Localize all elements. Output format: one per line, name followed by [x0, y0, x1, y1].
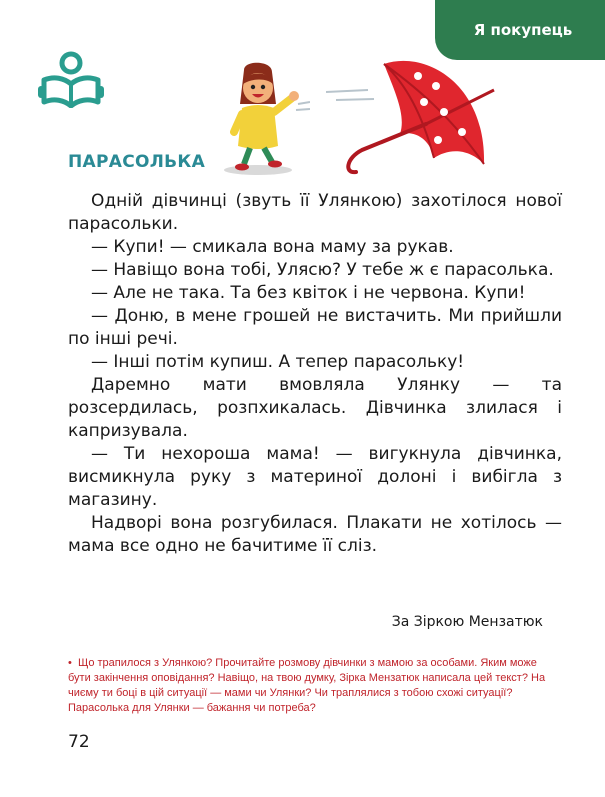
story-paragraph: Надворі вона розгубилася. Плакати не хотілось — мама все одно не бачитиме її сліз.	[68, 513, 562, 556]
story-paragraph: — Доню, в мене грошей не вистачить. Ми прийшли по інші речі.	[68, 306, 562, 349]
section-tab-label: Я покупець	[473, 21, 573, 39]
umbrella-illustration	[326, 54, 501, 194]
story-paragraph: — Ти нехороша мама! — вигукнула дівчинка, висмикнула руку з материної долоні і вибігла з магазину.	[68, 444, 562, 510]
story-paragraph: Даремно мати вмовляла Улянку — та розсердилась, розпхикалась. Дівчинка злилася і капризувала.	[68, 375, 562, 441]
story-paragraph: — Але не така. Та без квіток і не червона. Купи!	[91, 283, 526, 303]
reader-icon	[38, 50, 104, 108]
bullet-icon: •	[68, 657, 72, 669]
girl-illustration	[222, 58, 310, 176]
discussion-questions	[68, 656, 558, 716]
story-author: За Зіркою Мензатюк	[391, 614, 543, 630]
story-title: ПАРАСОЛЬКА	[68, 152, 206, 172]
story-paragraph: — Купи! — смикала вона маму за рукав.	[91, 237, 454, 257]
page-number: 72	[68, 732, 90, 752]
story-paragraph: — Навіщо вона тобі, Улясю? У тебе ж є парасолька.	[91, 260, 554, 280]
questions-text: Що трапилося з Улянкою? Прочитайте розмову дівчинки з мамою за особами. Яким може бути закінчення оповідання? Навіщо, на твою думку, Зірка Мензатюк написала цей текст? На чиєму ти боці в цій ситуації — мами чи Улянки? Чи траплялися з тобою схожі ситуації? Парасолька для Улянки — бажання чи потреба?	[68, 657, 546, 714]
story-paragraph: Одній дівчинці (звуть її Улянкою) захотілося нової парасольки.	[68, 191, 562, 234]
story-text	[68, 190, 562, 558]
story-paragraph: — Інші потім купиш. А тепер парасольку!	[91, 352, 465, 372]
section-tab	[435, 0, 605, 60]
